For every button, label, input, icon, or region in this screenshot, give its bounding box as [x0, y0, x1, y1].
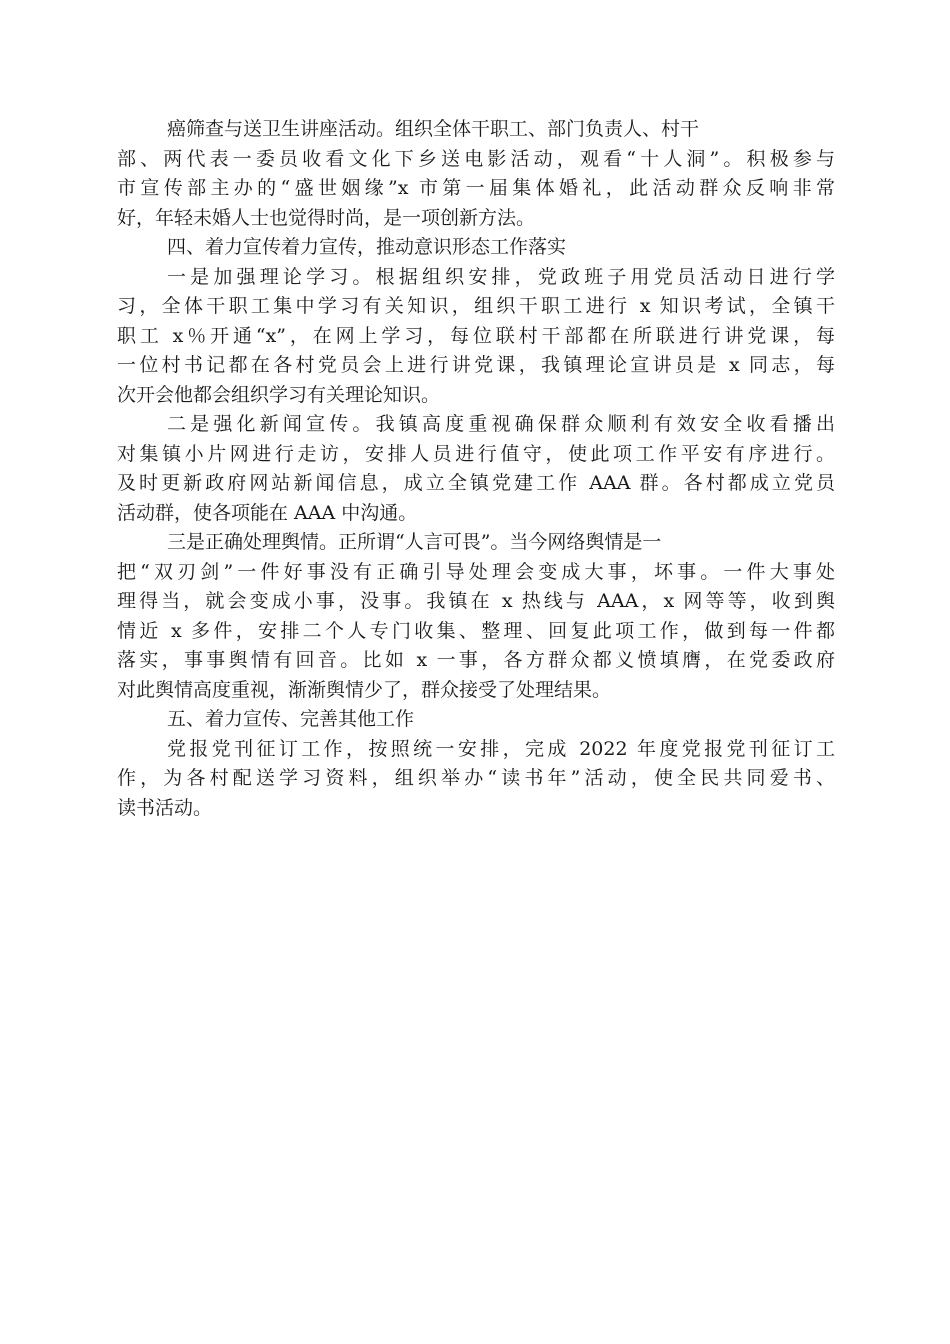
text-line: 习，全体干职工集中学习有关知识，组织干职工进行 x 知识考试，全镇干: [117, 295, 835, 317]
paragraph-public-opinion: [117, 528, 835, 705]
paragraph-news-publicity: [117, 410, 835, 528]
text-line: 党报党刊征订工作，按照统一安排，完成 2022 年度党报党刊征订工: [167, 737, 835, 760]
text-line: 一位村书记都在各村党员会上进行讲党课，我镇理论宣讲员是 x 同志，每: [117, 354, 835, 376]
heading-line: 五、着力宣传、完善其他工作: [167, 708, 415, 730]
text-line: 三是正确处理舆情。正所谓“人言可畏”。当今网络舆情是一: [167, 531, 662, 553]
text-line: 情近 x 多件，安排二个人专门收集、整理、回复此项工作，做到每一件都: [117, 619, 835, 642]
paragraph-1: [117, 115, 835, 233]
text-line: 职工 x％开通“x”，在网上学习，每位联村干部都在所联进行讲党课，每: [117, 324, 835, 347]
paragraph-party-newspaper: [117, 735, 835, 824]
text-line: 部、两代表一委员收看文化下乡送电影活动，观看“十人洞”。积极参与: [117, 147, 835, 170]
document-body: [117, 115, 835, 823]
text-line: 理得当，就会变成小事，没事。我镇在 x 热线与 AAA，x 网等等，收到舆: [117, 590, 835, 612]
text-line: 二是强化新闻宣传。我镇高度重视确保群众顺利有效安全收看播出: [167, 413, 835, 435]
text-line: 市宣传部主办的“盛世姻缘”x 市第一届集体婚礼，此活动群众反响非常: [117, 177, 835, 199]
text-line: 读书活动。: [117, 796, 213, 819]
text-line: 癌筛查与送卫生讲座活动。组织全体干职工、部门负责人、村干: [167, 118, 700, 140]
heading-line: 四、着力宣传着力宣传，推动意识形态工作落实: [167, 236, 567, 258]
text-line: 次开会他都会组织学习有关理论知识。: [117, 383, 441, 406]
section-heading-4: [117, 233, 835, 263]
text-line: 落实，事事舆情有回音。比如 x 一事，各方群众都义愤填膺，在党委政府: [117, 649, 835, 671]
text-line: 作，为各村配送学习资料，组织举办“读书年”活动，使全民共同爱书、: [117, 767, 835, 789]
text-line: 一是加强理论学习。根据组织安排，党政班子用党员活动日进行学: [167, 265, 835, 288]
text-line: 及时更新政府网站新闻信息，成立全镇党建工作 AAA 群。各村都成立党员: [117, 472, 835, 494]
text-line: 对集镇小片网进行走访，安排人员进行值守，使此项工作平安有序进行。: [117, 442, 835, 465]
paragraph-theory-study: [117, 263, 835, 411]
text-line: 好，年轻未婚人士也觉得时尚，是一项创新方法。: [117, 206, 536, 229]
section-heading-5: [117, 705, 835, 735]
text-line: 把“双刃剑”一件好事没有正确引导处理会变成大事，坏事。一件大事处: [117, 560, 835, 583]
text-line: 活动群，使各项能在 AAA 中沟通。: [117, 501, 418, 524]
text-line: 对此舆情高度重视，渐渐舆情少了，群众接受了处理结果。: [117, 678, 612, 701]
